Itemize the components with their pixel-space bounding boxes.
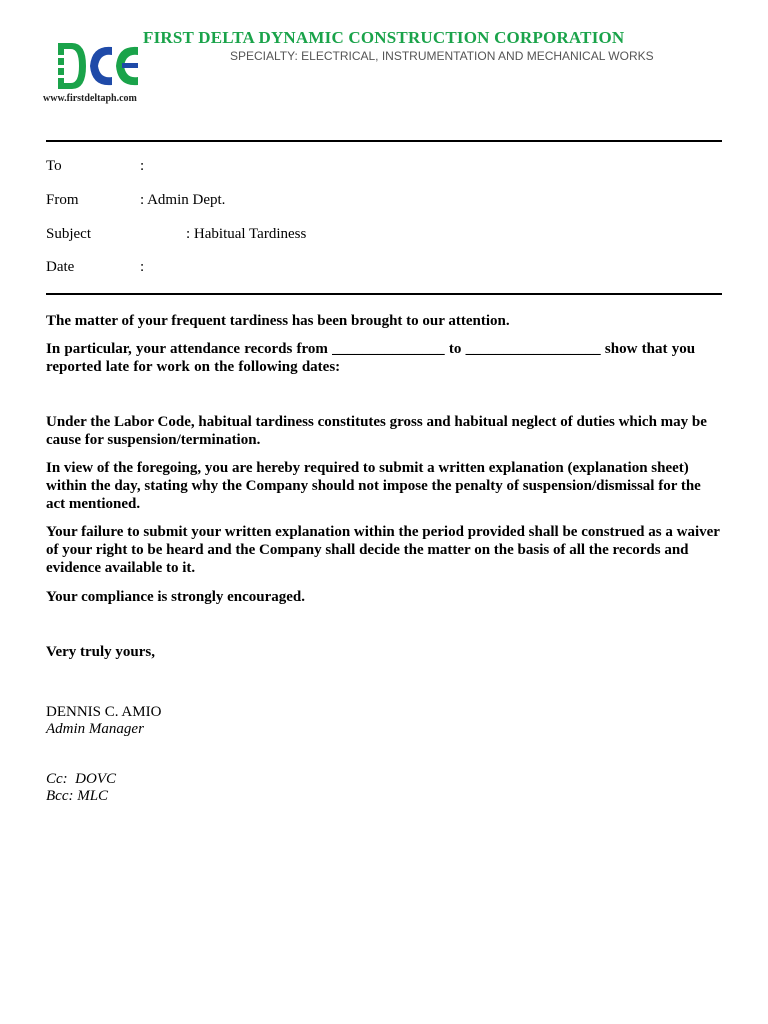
signatory-name: DENNIS C. AMIO (46, 704, 162, 720)
body-paragraph-5: Your failure to submit your written explanation within the period provided shall be construed as a waiver of your right to be heard and the Company shall decide the matter on the basis of all the records and evidence available to it. (46, 524, 720, 576)
subject-value: : Habitual Tardiness (186, 226, 307, 242)
header-divider-bottom (46, 293, 722, 295)
from-value: : Admin Dept. (140, 192, 226, 208)
from-label: From (46, 192, 79, 208)
to-label: To (46, 158, 62, 174)
closing-salutation: Very truly yours, (46, 644, 156, 660)
body-paragraph-4: In view of the foregoing, you are hereby required to submit a written explanation (explanation sheet) within the day, stating why the Company should not impose the penalty of suspension/dismissal for the act mentioned. (46, 460, 701, 512)
bcc-line: Bcc: MLC (46, 788, 109, 804)
body-paragraph-3: Under the Labor Code, habitual tardiness constitutes gross and habitual neglect of duties which may be cause for suspension/termination. (46, 414, 707, 448)
company-specialty: SPECIALTY: ELECTRICAL, INSTRUMENTATION AND MECHANICAL WORKS (230, 49, 654, 63)
header-divider-top (46, 140, 722, 142)
cc-line: Cc: DOVC (46, 771, 116, 787)
signatory-title: Admin Manager (46, 721, 144, 737)
date-label: Date (46, 259, 75, 275)
body-paragraph-2: In particular, your attendance records from _______________ to __________________ show that you reported late for work on the following dates: (46, 341, 696, 375)
company-name: FIRST DELTA DYNAMIC CONSTRUCTION CORPORATION (143, 28, 625, 47)
to-value: : (140, 158, 145, 174)
subject-label: Subject (46, 226, 91, 242)
body-paragraph-6: Your compliance is strongly encouraged. (46, 589, 306, 605)
company-logo (56, 41, 140, 91)
date-value: : (140, 259, 145, 275)
body-paragraph-1: The matter of your frequent tardiness has been brought to our attention. (46, 313, 510, 329)
company-website: www.firstdeltaph.com (43, 93, 137, 104)
